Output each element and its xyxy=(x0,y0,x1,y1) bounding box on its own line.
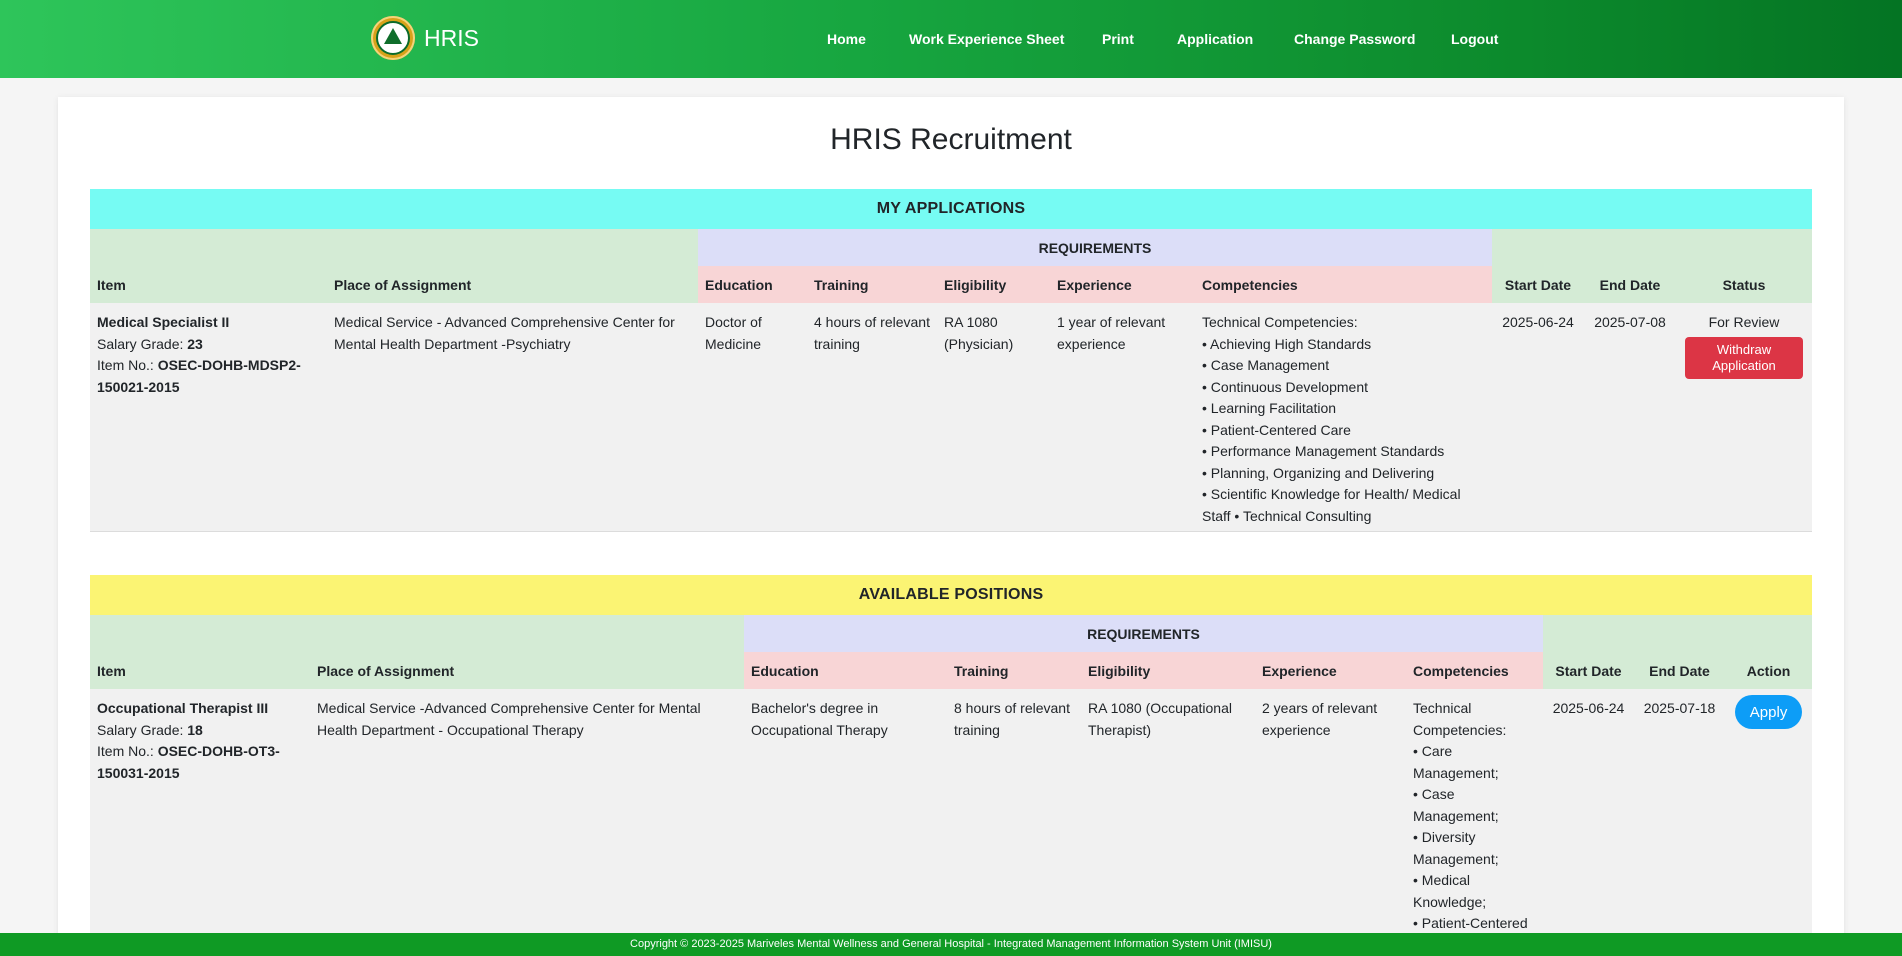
col-header-training: Training xyxy=(807,266,937,303)
competencies-cell xyxy=(1195,303,1492,532)
nav-application[interactable]: Application xyxy=(1177,31,1254,47)
col-header-education: Education xyxy=(744,652,947,689)
col-header-eligibility: Eligibility xyxy=(937,266,1050,303)
col-header-start-date: Start Date xyxy=(1543,652,1634,689)
end-date-cell: 2025-07-18 xyxy=(1634,689,1725,939)
training-cell: 8 hours of relevant training xyxy=(947,689,1081,939)
col-header-start-date: Start Date xyxy=(1492,266,1584,303)
item-name: Occupational Therapist III xyxy=(97,700,269,716)
table-row xyxy=(90,689,1812,939)
my-applications-title: MY APPLICATIONS xyxy=(90,189,1812,229)
col-header-competencies: Competencies xyxy=(1406,652,1543,689)
nav-home[interactable]: Home xyxy=(827,31,866,47)
competency-line: • Care Management; xyxy=(1413,743,1499,781)
start-date-cell: 2025-06-24 xyxy=(1543,689,1634,939)
salary-grade-label: Salary Grade: xyxy=(97,721,184,738)
apply-button[interactable]: Apply xyxy=(1735,695,1802,729)
item-no: OSEC-DOHB-MDSP2-150021-2015 xyxy=(97,357,301,395)
salary-grade: 23 xyxy=(187,335,203,352)
footer xyxy=(0,933,1902,956)
action-cell xyxy=(1725,689,1812,939)
education-cell: Doctor of Medicine xyxy=(698,303,807,532)
item-cell xyxy=(90,689,310,939)
header-spacer xyxy=(90,229,698,266)
header-spacer xyxy=(1543,615,1812,652)
col-header-place: Place of Assignment xyxy=(327,266,698,303)
status-text: For Review xyxy=(1708,314,1780,330)
competency-line: • Achieving High Standards xyxy=(1202,335,1372,352)
place-cell: Medical Service -Advanced Comprehensive Center for Mental Health Department - Occupational Therapy xyxy=(310,689,744,939)
item-no-label: Item No.: xyxy=(97,743,154,759)
competency-line: • Patient-Centered Care xyxy=(1202,421,1351,438)
competency-line: • Performance Management Standards xyxy=(1202,443,1445,459)
copyright-text: Copyright © 2023-2025 Mariveles Mental Wellness and General Hospital - Integrated Management Information System Unit (IMISU) xyxy=(630,938,1272,950)
available-positions-title: AVAILABLE POSITIONS xyxy=(90,575,1812,615)
competencies-cell xyxy=(1406,689,1543,939)
page-title: HRIS Recruitment xyxy=(830,123,1072,156)
col-header-status: Status xyxy=(1676,266,1812,303)
table-row xyxy=(90,303,1812,532)
withdraw-application-button[interactable]: Withdraw Application xyxy=(1685,337,1803,379)
requirements-header: REQUIREMENTS xyxy=(698,229,1492,266)
col-header-education: Education xyxy=(698,266,807,303)
eligibility-cell: RA 1080 (Physician) xyxy=(937,303,1050,532)
col-header-training: Training xyxy=(947,652,1081,689)
nav-logout[interactable]: Logout xyxy=(1451,31,1499,47)
nav-print[interactable]: Print xyxy=(1102,31,1134,47)
competency-line: • Diversity Management; xyxy=(1413,829,1499,867)
requirements-header: REQUIREMENTS xyxy=(744,615,1543,652)
nav-work-experience-sheet[interactable]: Work Experience Sheet xyxy=(909,31,1065,47)
col-header-end-date: End Date xyxy=(1634,652,1725,689)
place-cell: Medical Service - Advanced Comprehensive Center for Mental Health Department -Psychiatry xyxy=(327,303,698,532)
available-positions-table xyxy=(90,575,1812,939)
col-header-competencies: Competencies xyxy=(1195,266,1492,303)
item-name: Medical Specialist II xyxy=(97,314,230,330)
main-nav xyxy=(0,31,1902,51)
col-header-action: Action xyxy=(1725,652,1812,689)
brand-name: HRIS xyxy=(424,24,479,51)
competency-line: • Planning, Organizing and Delivering xyxy=(1202,464,1435,481)
col-header-experience: Experience xyxy=(1050,266,1195,303)
competency-line: • Case Management xyxy=(1202,357,1330,373)
col-header-experience: Experience xyxy=(1255,652,1406,689)
my-applications-table xyxy=(90,189,1812,532)
top-navbar xyxy=(0,0,1902,78)
competency-line: • Continuous Development xyxy=(1202,378,1368,395)
col-header-place: Place of Assignment xyxy=(310,652,744,689)
competency-line: • Scientific Knowledge for Health/ Medical Staff • Technical Consulting xyxy=(1202,486,1461,524)
competency-line: • Patient-Centered xyxy=(1413,915,1528,931)
experience-cell: 1 year of relevant experience xyxy=(1050,303,1195,532)
col-header-eligibility: Eligibility xyxy=(1081,652,1255,689)
col-header-item: Item xyxy=(90,652,310,689)
item-no: OSEC-DOHB-OT3-150031-2015 xyxy=(97,743,280,781)
col-header-end-date: End Date xyxy=(1584,266,1676,303)
header-spacer xyxy=(90,615,744,652)
eligibility-cell: RA 1080 (Occupational Therapist) xyxy=(1081,689,1255,939)
competency-line: • Case Management; xyxy=(1413,786,1499,824)
status-cell xyxy=(1676,303,1812,532)
salary-grade: 18 xyxy=(187,721,203,738)
col-header-item: Item xyxy=(90,266,327,303)
nav-change-password[interactable]: Change Password xyxy=(1294,31,1416,47)
training-cell: 4 hours of relevant training xyxy=(807,303,937,532)
end-date-cell: 2025-07-08 xyxy=(1584,303,1676,532)
experience-cell: 2 years of relevant experience xyxy=(1255,689,1406,939)
competency-line: • Learning Facilitation xyxy=(1202,400,1337,416)
competency-line: Technical Competencies: xyxy=(1413,700,1507,738)
start-date-cell: 2025-06-24 xyxy=(1492,303,1584,532)
competency-line: • Medical Knowledge; xyxy=(1413,872,1487,910)
salary-grade-label: Salary Grade: xyxy=(97,335,184,352)
competency-line: Technical Competencies: xyxy=(1202,314,1358,330)
header-spacer xyxy=(1492,229,1812,266)
education-cell: Bachelor's degree in Occupational Therapy xyxy=(744,689,947,939)
recruitment-card xyxy=(58,97,1844,956)
item-no-label: Item No.: xyxy=(97,357,154,373)
item-cell xyxy=(90,303,327,532)
